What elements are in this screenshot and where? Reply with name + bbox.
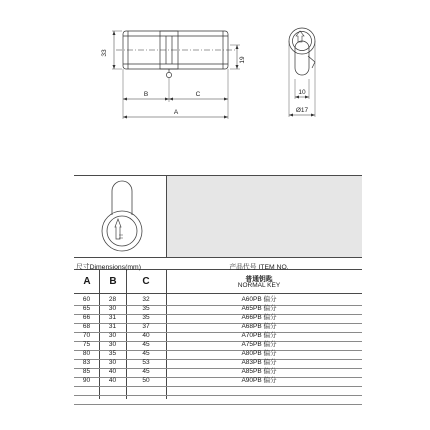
cell-item: A65PB 偏分 bbox=[241, 305, 277, 312]
cell-a: 70 bbox=[82, 332, 91, 339]
spec-sheet bbox=[74, 175, 362, 415]
cell-c: 35 bbox=[142, 314, 150, 321]
cell-a: 83 bbox=[82, 359, 91, 366]
cell-b: 31 bbox=[108, 323, 117, 330]
cell-b: 28 bbox=[108, 296, 117, 303]
cell-c: 53 bbox=[142, 359, 150, 366]
dim-label-dia: Ø17 bbox=[295, 107, 309, 114]
cell-b: 30 bbox=[108, 341, 117, 348]
cell-c: 40 bbox=[142, 332, 150, 339]
cell-b: 30 bbox=[108, 359, 117, 366]
cell-a: 60 bbox=[82, 296, 91, 303]
cell-c: 45 bbox=[142, 341, 150, 348]
cell-a: 90 bbox=[82, 377, 91, 384]
cell-c: 45 bbox=[142, 350, 150, 357]
cell-b: 31 bbox=[108, 314, 117, 321]
cell-a: 75 bbox=[82, 341, 91, 348]
cell-c: 45 bbox=[142, 368, 150, 375]
col-header-b: B bbox=[109, 276, 117, 287]
cell-item: A70PB 偏分 bbox=[241, 332, 277, 339]
key-type-en: NORMAL KEY bbox=[237, 282, 281, 289]
cell-item: A80PB 偏分 bbox=[241, 350, 277, 357]
col-header-c: C bbox=[142, 276, 150, 287]
dim-label-33: 33 bbox=[101, 49, 108, 57]
cell-c: 50 bbox=[142, 377, 150, 384]
cell-b: 40 bbox=[108, 368, 117, 375]
cell-item: A60PB 偏分 bbox=[241, 296, 277, 303]
dimensions-header: 尺寸Dimensions(mm) bbox=[76, 264, 141, 271]
technical-drawing bbox=[0, 0, 430, 175]
cell-a: 68 bbox=[82, 323, 91, 330]
cell-a: 66 bbox=[82, 314, 91, 321]
cell-b: 30 bbox=[108, 332, 117, 339]
cell-c: 32 bbox=[142, 296, 150, 303]
product-image-area bbox=[166, 176, 362, 257]
key-type-cn: 普通钥匙 bbox=[245, 276, 273, 283]
cell-item: A85PB 偏分 bbox=[241, 368, 277, 375]
col-header-a: A bbox=[83, 276, 91, 287]
cell-b: 40 bbox=[108, 377, 117, 384]
dim-label-10: 10 bbox=[298, 89, 306, 96]
cell-item: A75PB 偏分 bbox=[241, 341, 277, 348]
cell-b: 35 bbox=[108, 350, 117, 357]
fixing-hole bbox=[166, 72, 171, 77]
cylinder-face-illustration bbox=[74, 175, 166, 257]
cell-b: 30 bbox=[108, 305, 117, 312]
dim-label-c: C bbox=[195, 91, 201, 98]
cell-item: A90PB 偏分 bbox=[241, 377, 277, 384]
cell-c: 37 bbox=[142, 323, 150, 330]
cell-item: A83PB 偏分 bbox=[241, 359, 277, 366]
dim-label-19: 19 bbox=[239, 56, 246, 64]
cell-c: 35 bbox=[142, 305, 150, 312]
cell-item: A66PB 偏分 bbox=[241, 314, 277, 321]
dim-label-b: B bbox=[143, 91, 149, 98]
cell-a: 85 bbox=[82, 368, 91, 375]
cell-item: A68PB 偏分 bbox=[241, 323, 277, 330]
item-no-header: 产品代号 ITEM NO. bbox=[229, 264, 289, 271]
cell-a: 65 bbox=[82, 305, 91, 312]
dim-label-a: A bbox=[173, 109, 179, 116]
cell-a: 80 bbox=[82, 350, 91, 357]
